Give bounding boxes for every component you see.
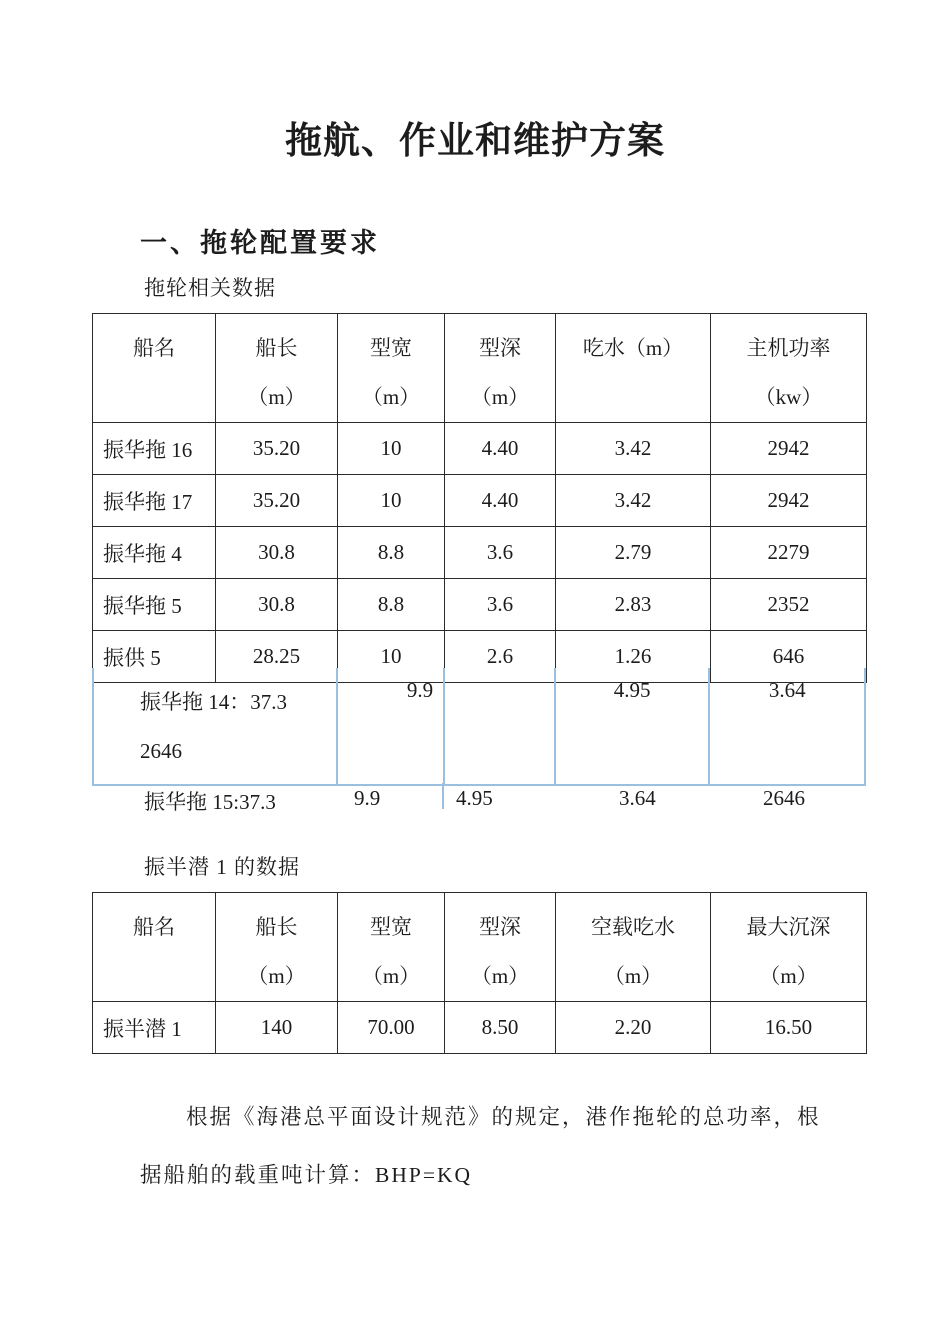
table-cell: 2942: [711, 423, 867, 475]
header-cell-depth: [445, 893, 556, 1002]
table1-header-row: [93, 314, 867, 423]
header-unit: [93, 373, 215, 422]
table-row: [93, 579, 867, 631]
table-cell: 16.50: [711, 1002, 867, 1054]
merged-cell-ship-name: [94, 668, 338, 784]
table-cell: 2.83: [556, 579, 711, 631]
table-cell: 10: [338, 475, 445, 527]
body-paragraph-line2: 据船舶的载重吨计算：BHP=KQ: [140, 1163, 473, 1187]
semisubmersible-data-table: [92, 892, 867, 1054]
table-cell: 10: [338, 631, 445, 683]
header-unit: （m）: [247, 964, 306, 988]
overflow-text: 9.9: [354, 786, 381, 810]
header-cell-ship-name: [93, 314, 216, 423]
overflow-text: 3.64: [619, 786, 656, 810]
table-row: [93, 475, 867, 527]
table-cell: 140: [216, 1002, 338, 1054]
table-cell: 70.00: [338, 1002, 445, 1054]
table-cell: 10: [338, 423, 445, 475]
header-label: 型深: [479, 336, 521, 360]
table-cell: 646: [711, 631, 867, 683]
table-cell: 1.26: [556, 631, 711, 683]
header-label: 空载吃水: [591, 915, 675, 939]
header-label: 型宽: [370, 915, 412, 939]
table-cell: 3.42: [556, 423, 711, 475]
table-cell: 3.64: [710, 668, 866, 784]
table-cell: 8.8: [338, 579, 445, 631]
tugboat-data-table: [92, 313, 867, 683]
header-unit: [556, 373, 710, 422]
table-cell: 8.8: [338, 527, 445, 579]
header-unit: （m）: [361, 964, 421, 988]
header-unit: （kw）: [754, 385, 823, 409]
overflow-text-row: [92, 786, 892, 814]
table-cell: 2352: [711, 579, 867, 631]
table-cell-ship-name: 振华拖 16: [93, 423, 216, 475]
header-label: 型宽: [370, 336, 412, 360]
header-label: 船长: [255, 336, 298, 360]
header-cell-depth: [445, 314, 556, 423]
table2-header-row: [93, 893, 867, 1002]
header-cell-max-submergence: [711, 893, 867, 1002]
table-row: [93, 527, 867, 579]
table-cell: 2.20: [556, 1002, 711, 1054]
header-label: 最大沉深: [746, 915, 831, 939]
header-unit: （m）: [361, 385, 421, 409]
header-label: 船名: [133, 336, 175, 360]
table-cell: 3.6: [445, 579, 556, 631]
table-cell-ship-name: 振华拖 5: [93, 579, 216, 631]
table-cell: 8.50: [445, 1002, 556, 1054]
table-cell: 28.25: [216, 631, 338, 683]
header-cell-light-draft: [556, 893, 711, 1002]
table-cell-ship-name: 振供 5: [93, 631, 216, 683]
table-row: [93, 1002, 867, 1054]
header-cell-beam: [338, 893, 445, 1002]
table-row: [93, 423, 867, 475]
header-label: 船名: [133, 915, 175, 939]
header-cell-power: [711, 314, 867, 423]
header-unit: （m）: [470, 964, 530, 988]
table-cell: 2279: [711, 527, 867, 579]
header-label: 吃水（m）: [582, 336, 684, 360]
header-cell-beam: [338, 314, 445, 423]
header-label: 型深: [479, 915, 521, 939]
table-cell: 3.42: [556, 475, 711, 527]
table-cell-ship-name: 振半潜 1: [93, 1002, 216, 1054]
header-label: 船长: [255, 915, 298, 939]
table-cell: 2.6: [445, 631, 556, 683]
header-cell-length: [216, 893, 338, 1002]
body-paragraph-line1: 根据《海港总平面设计规范》的规定，港作拖轮的总功率，根: [186, 1105, 821, 1129]
merged-cell-line2: 2646: [140, 739, 182, 763]
section-heading: 一、拖轮配置要求: [140, 228, 380, 258]
table-cell: 35.20: [216, 423, 338, 475]
table-cell: 30.8: [216, 527, 338, 579]
overflow-text: 振华拖 15:37.3: [144, 790, 276, 814]
table-cell-ship-name: 振华拖 17: [93, 475, 216, 527]
header-label: 主机功率: [746, 336, 831, 360]
table-cell: 30.8: [216, 579, 338, 631]
header-unit: （m）: [603, 964, 663, 988]
table-cell: 4.95: [556, 668, 711, 784]
table-cell: 2.79: [556, 527, 711, 579]
table-cell: 35.20: [216, 475, 338, 527]
header-cell-length: [216, 314, 338, 423]
overflow-text: 2646: [763, 786, 805, 810]
table-cell: 4.40: [445, 423, 556, 475]
table-cell: 2942: [711, 475, 867, 527]
merged-cell-line1: 振华拖 14：37.3: [140, 690, 287, 714]
header-unit: [93, 952, 215, 1001]
table-cell: 3.6: [445, 527, 556, 579]
table2-caption: 振半潜 1 的数据: [144, 855, 300, 879]
overflow-text: 4.95: [456, 786, 493, 810]
table-cell: 9.9: [338, 668, 445, 784]
table-cell-empty: [445, 668, 556, 784]
blue-divider-tick: [442, 783, 444, 809]
header-cell-draft: [556, 314, 711, 423]
table-cell-ship-name: 振华拖 4: [93, 527, 216, 579]
merged-overflow-row: [92, 668, 866, 786]
header-cell-ship-name: [93, 893, 216, 1002]
header-unit: （m）: [759, 964, 818, 988]
table-cell: 4.40: [445, 475, 556, 527]
table1-caption: 拖轮相关数据: [144, 276, 276, 300]
document-title: 拖航、作业和维护方案: [285, 120, 665, 161]
header-unit: （m）: [470, 385, 530, 409]
header-unit: （m）: [247, 385, 306, 409]
